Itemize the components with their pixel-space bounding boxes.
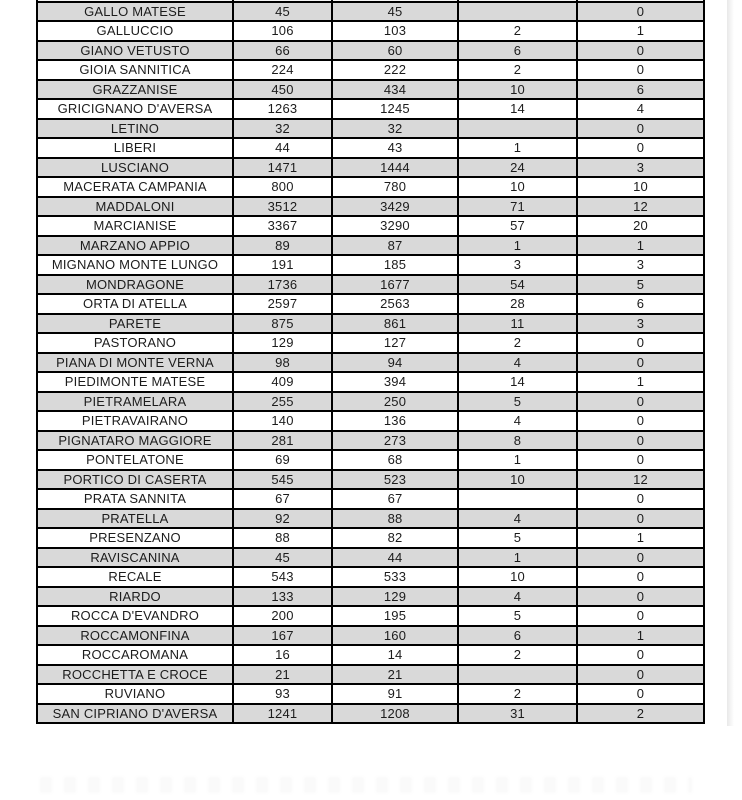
total-value-cell: 69 (233, 450, 332, 470)
municipality-name-cell: GALLO MATESE (37, 2, 233, 22)
third-value-cell (458, 489, 577, 509)
table-row (37, 236, 704, 256)
fourth-value-cell: 3 (577, 255, 704, 275)
total-value-cell: 44 (233, 138, 332, 158)
second-value-cell: 82 (332, 528, 458, 548)
second-value-cell: 127 (332, 333, 458, 353)
table-row (37, 21, 704, 41)
total-value-cell: 545 (233, 470, 332, 490)
table-row (37, 665, 704, 685)
table-row (37, 489, 704, 509)
table-row (37, 372, 704, 392)
table-row (37, 2, 704, 22)
second-value-cell: 250 (332, 392, 458, 412)
third-value-cell: 1 (458, 548, 577, 568)
second-value-cell: 273 (332, 431, 458, 451)
municipality-name-cell: MACERATA CAMPANIA (37, 177, 233, 197)
table-row (37, 60, 704, 80)
total-value-cell: 543 (233, 567, 332, 587)
fourth-value-cell: 6 (577, 294, 704, 314)
total-value-cell: 92 (233, 509, 332, 529)
total-value-cell: 255 (233, 392, 332, 412)
fourth-value-cell: 1 (577, 236, 704, 256)
table-row (37, 548, 704, 568)
third-value-cell: 5 (458, 392, 577, 412)
fourth-value-cell: 3 (577, 158, 704, 178)
municipality-name-cell: ROCCAMONFINA (37, 626, 233, 646)
municipality-name-cell: MIGNANO MONTE LUNGO (37, 255, 233, 275)
second-value-cell: 1208 (332, 704, 458, 724)
municipality-name-cell: GIANO VETUSTO (37, 41, 233, 61)
second-value-cell: 21 (332, 665, 458, 685)
fourth-value-cell: 6 (577, 80, 704, 100)
fourth-value-cell: 0 (577, 353, 704, 373)
municipality-name-cell: ORTA DI ATELLA (37, 294, 233, 314)
second-value-cell: 14 (332, 645, 458, 665)
third-value-cell: 31 (458, 704, 577, 724)
municipality-name-cell: PASTORANO (37, 333, 233, 353)
municipality-name-cell: ROCCHETTA E CROCE (37, 665, 233, 685)
third-value-cell: 4 (458, 587, 577, 607)
table-row (37, 645, 704, 665)
third-value-cell: 2 (458, 60, 577, 80)
total-value-cell: 800 (233, 177, 332, 197)
municipality-name-cell: MARZANO APPIO (37, 236, 233, 256)
fourth-value-cell: 3 (577, 314, 704, 334)
table-row (37, 431, 704, 451)
municipality-name-cell: RAVISCANINA (37, 548, 233, 568)
table-row (37, 158, 704, 178)
second-value-cell: 44 (332, 548, 458, 568)
fourth-value-cell: 10 (577, 177, 704, 197)
table-row (37, 704, 704, 724)
table-row (37, 41, 704, 61)
third-value-cell: 6 (458, 626, 577, 646)
third-value-cell: 4 (458, 353, 577, 373)
municipality-name-cell: MONDRAGONE (37, 275, 233, 295)
table-row (37, 255, 704, 275)
third-value-cell: 28 (458, 294, 577, 314)
fourth-value-cell: 20 (577, 216, 704, 236)
municipality-name-cell: PRATA SANNITA (37, 489, 233, 509)
second-value-cell: 160 (332, 626, 458, 646)
municipality-name-cell: SAN CIPRIANO D'AVERSA (37, 704, 233, 724)
second-value-cell: 185 (332, 255, 458, 275)
table-row (37, 587, 704, 607)
municipality-name-cell: ROCCAROMANA (37, 645, 233, 665)
third-value-cell: 71 (458, 197, 577, 217)
third-value-cell: 2 (458, 21, 577, 41)
third-value-cell: 5 (458, 528, 577, 548)
third-value-cell: 1 (458, 450, 577, 470)
fourth-value-cell: 0 (577, 587, 704, 607)
table-row (37, 216, 704, 236)
total-value-cell: 224 (233, 60, 332, 80)
third-value-cell: 8 (458, 431, 577, 451)
municipality-name-cell: MARCIANISE (37, 216, 233, 236)
total-value-cell: 1241 (233, 704, 332, 724)
total-value-cell: 67 (233, 489, 332, 509)
table-row (37, 411, 704, 431)
third-value-cell: 11 (458, 314, 577, 334)
fourth-value-cell: 0 (577, 119, 704, 139)
page-edge-shadow (727, 0, 734, 726)
table-row (37, 450, 704, 470)
fourth-value-cell: 12 (577, 470, 704, 490)
total-value-cell: 200 (233, 606, 332, 626)
fourth-value-cell: 0 (577, 392, 704, 412)
municipality-name-cell: PIANA DI MONTE VERNA (37, 353, 233, 373)
second-value-cell: 861 (332, 314, 458, 334)
fourth-value-cell: 0 (577, 548, 704, 568)
second-value-cell: 67 (332, 489, 458, 509)
total-value-cell: 2597 (233, 294, 332, 314)
fourth-value-cell: 5 (577, 275, 704, 295)
second-value-cell: 91 (332, 684, 458, 704)
total-value-cell: 93 (233, 684, 332, 704)
second-value-cell: 32 (332, 119, 458, 139)
total-value-cell: 1471 (233, 158, 332, 178)
fourth-value-cell: 0 (577, 411, 704, 431)
second-value-cell: 88 (332, 509, 458, 529)
total-value-cell: 140 (233, 411, 332, 431)
fourth-value-cell: 0 (577, 450, 704, 470)
second-value-cell: 129 (332, 587, 458, 607)
total-value-cell: 409 (233, 372, 332, 392)
table-row (37, 197, 704, 217)
table-row (37, 119, 704, 139)
table-row (37, 294, 704, 314)
table-row (37, 684, 704, 704)
total-value-cell: 1263 (233, 99, 332, 119)
municipality-table (36, 0, 705, 724)
municipality-name-cell: PONTELATONE (37, 450, 233, 470)
third-value-cell (458, 2, 577, 22)
third-value-cell: 14 (458, 372, 577, 392)
second-value-cell: 434 (332, 80, 458, 100)
ghost-text-artifact (40, 777, 692, 793)
second-value-cell: 1444 (332, 158, 458, 178)
table-row (37, 353, 704, 373)
third-value-cell: 10 (458, 567, 577, 587)
table-row (37, 333, 704, 353)
table-row (37, 470, 704, 490)
fourth-value-cell: 0 (577, 665, 704, 685)
third-value-cell: 10 (458, 177, 577, 197)
total-value-cell: 129 (233, 333, 332, 353)
municipality-name-cell: GALLUCCIO (37, 21, 233, 41)
total-value-cell: 106 (233, 21, 332, 41)
table-row (37, 626, 704, 646)
third-value-cell (458, 665, 577, 685)
third-value-cell: 1 (458, 138, 577, 158)
second-value-cell: 68 (332, 450, 458, 470)
municipality-name-cell: RUVIANO (37, 684, 233, 704)
total-value-cell: 66 (233, 41, 332, 61)
fourth-value-cell: 1 (577, 528, 704, 548)
third-value-cell: 10 (458, 470, 577, 490)
total-value-cell: 133 (233, 587, 332, 607)
municipality-name-cell: LIBERI (37, 138, 233, 158)
total-value-cell: 191 (233, 255, 332, 275)
fourth-value-cell: 0 (577, 509, 704, 529)
table-row (37, 528, 704, 548)
fourth-value-cell: 0 (577, 645, 704, 665)
third-value-cell: 3 (458, 255, 577, 275)
third-value-cell: 4 (458, 509, 577, 529)
total-value-cell: 16 (233, 645, 332, 665)
total-value-cell: 45 (233, 2, 332, 22)
fourth-value-cell: 0 (577, 431, 704, 451)
fourth-value-cell: 0 (577, 138, 704, 158)
municipality-name-cell: ROCCA D'EVANDRO (37, 606, 233, 626)
total-value-cell: 3512 (233, 197, 332, 217)
total-value-cell: 167 (233, 626, 332, 646)
third-value-cell (458, 119, 577, 139)
second-value-cell: 94 (332, 353, 458, 373)
third-value-cell: 2 (458, 684, 577, 704)
third-value-cell: 6 (458, 41, 577, 61)
fourth-value-cell: 0 (577, 684, 704, 704)
third-value-cell: 57 (458, 216, 577, 236)
municipality-name-cell: LUSCIANO (37, 158, 233, 178)
table-row (37, 392, 704, 412)
second-value-cell: 1677 (332, 275, 458, 295)
municipality-name-cell: PIEDIMONTE MATESE (37, 372, 233, 392)
municipality-name-cell: MADDALONI (37, 197, 233, 217)
third-value-cell: 2 (458, 333, 577, 353)
table-row (37, 509, 704, 529)
fourth-value-cell: 1 (577, 21, 704, 41)
second-value-cell: 103 (332, 21, 458, 41)
third-value-cell: 10 (458, 80, 577, 100)
second-value-cell: 3290 (332, 216, 458, 236)
total-value-cell: 88 (233, 528, 332, 548)
total-value-cell: 281 (233, 431, 332, 451)
second-value-cell: 136 (332, 411, 458, 431)
municipality-name-cell: PARETE (37, 314, 233, 334)
third-value-cell: 5 (458, 606, 577, 626)
municipality-name-cell: PIETRAMELARA (37, 392, 233, 412)
second-value-cell: 43 (332, 138, 458, 158)
second-value-cell: 87 (332, 236, 458, 256)
third-value-cell: 14 (458, 99, 577, 119)
municipality-name-cell: LETINO (37, 119, 233, 139)
municipality-name-cell: PRESENZANO (37, 528, 233, 548)
second-value-cell: 780 (332, 177, 458, 197)
second-value-cell: 3429 (332, 197, 458, 217)
second-value-cell: 523 (332, 470, 458, 490)
municipality-name-cell: GIOIA SANNITICA (37, 60, 233, 80)
table-row (37, 275, 704, 295)
second-value-cell: 45 (332, 2, 458, 22)
fourth-value-cell: 1 (577, 372, 704, 392)
fourth-value-cell: 0 (577, 567, 704, 587)
municipality-name-cell: PIGNATARO MAGGIORE (37, 431, 233, 451)
total-value-cell: 1736 (233, 275, 332, 295)
fourth-value-cell: 2 (577, 704, 704, 724)
total-value-cell: 98 (233, 353, 332, 373)
total-value-cell: 450 (233, 80, 332, 100)
third-value-cell: 54 (458, 275, 577, 295)
second-value-cell: 60 (332, 41, 458, 61)
table-row (37, 314, 704, 334)
total-value-cell: 21 (233, 665, 332, 685)
municipality-name-cell: GRAZZANISE (37, 80, 233, 100)
fourth-value-cell: 0 (577, 606, 704, 626)
second-value-cell: 195 (332, 606, 458, 626)
table-row (37, 606, 704, 626)
municipality-name-cell: RIARDO (37, 587, 233, 607)
fourth-value-cell: 1 (577, 626, 704, 646)
fourth-value-cell: 12 (577, 197, 704, 217)
municipality-name-cell: PORTICO DI CASERTA (37, 470, 233, 490)
second-value-cell: 222 (332, 60, 458, 80)
fourth-value-cell: 0 (577, 41, 704, 61)
third-value-cell: 1 (458, 236, 577, 256)
total-value-cell: 32 (233, 119, 332, 139)
fourth-value-cell: 0 (577, 2, 704, 22)
total-value-cell: 45 (233, 548, 332, 568)
total-value-cell: 3367 (233, 216, 332, 236)
second-value-cell: 2563 (332, 294, 458, 314)
third-value-cell: 24 (458, 158, 577, 178)
table-row (37, 99, 704, 119)
total-value-cell: 875 (233, 314, 332, 334)
second-value-cell: 394 (332, 372, 458, 392)
table-row (37, 138, 704, 158)
table-body (37, 0, 704, 723)
fourth-value-cell: 0 (577, 489, 704, 509)
total-value-cell: 89 (233, 236, 332, 256)
municipality-name-cell: PRATELLA (37, 509, 233, 529)
second-value-cell: 533 (332, 567, 458, 587)
fourth-value-cell: 0 (577, 333, 704, 353)
municipality-name-cell: PIETRAVAIRANO (37, 411, 233, 431)
third-value-cell: 2 (458, 645, 577, 665)
municipality-name-cell: GRICIGNANO D'AVERSA (37, 99, 233, 119)
second-value-cell: 1245 (332, 99, 458, 119)
third-value-cell: 4 (458, 411, 577, 431)
municipality-name-cell: RECALE (37, 567, 233, 587)
fourth-value-cell: 0 (577, 60, 704, 80)
table-row (37, 80, 704, 100)
fourth-value-cell: 4 (577, 99, 704, 119)
table-row (37, 177, 704, 197)
table-row (37, 567, 704, 587)
